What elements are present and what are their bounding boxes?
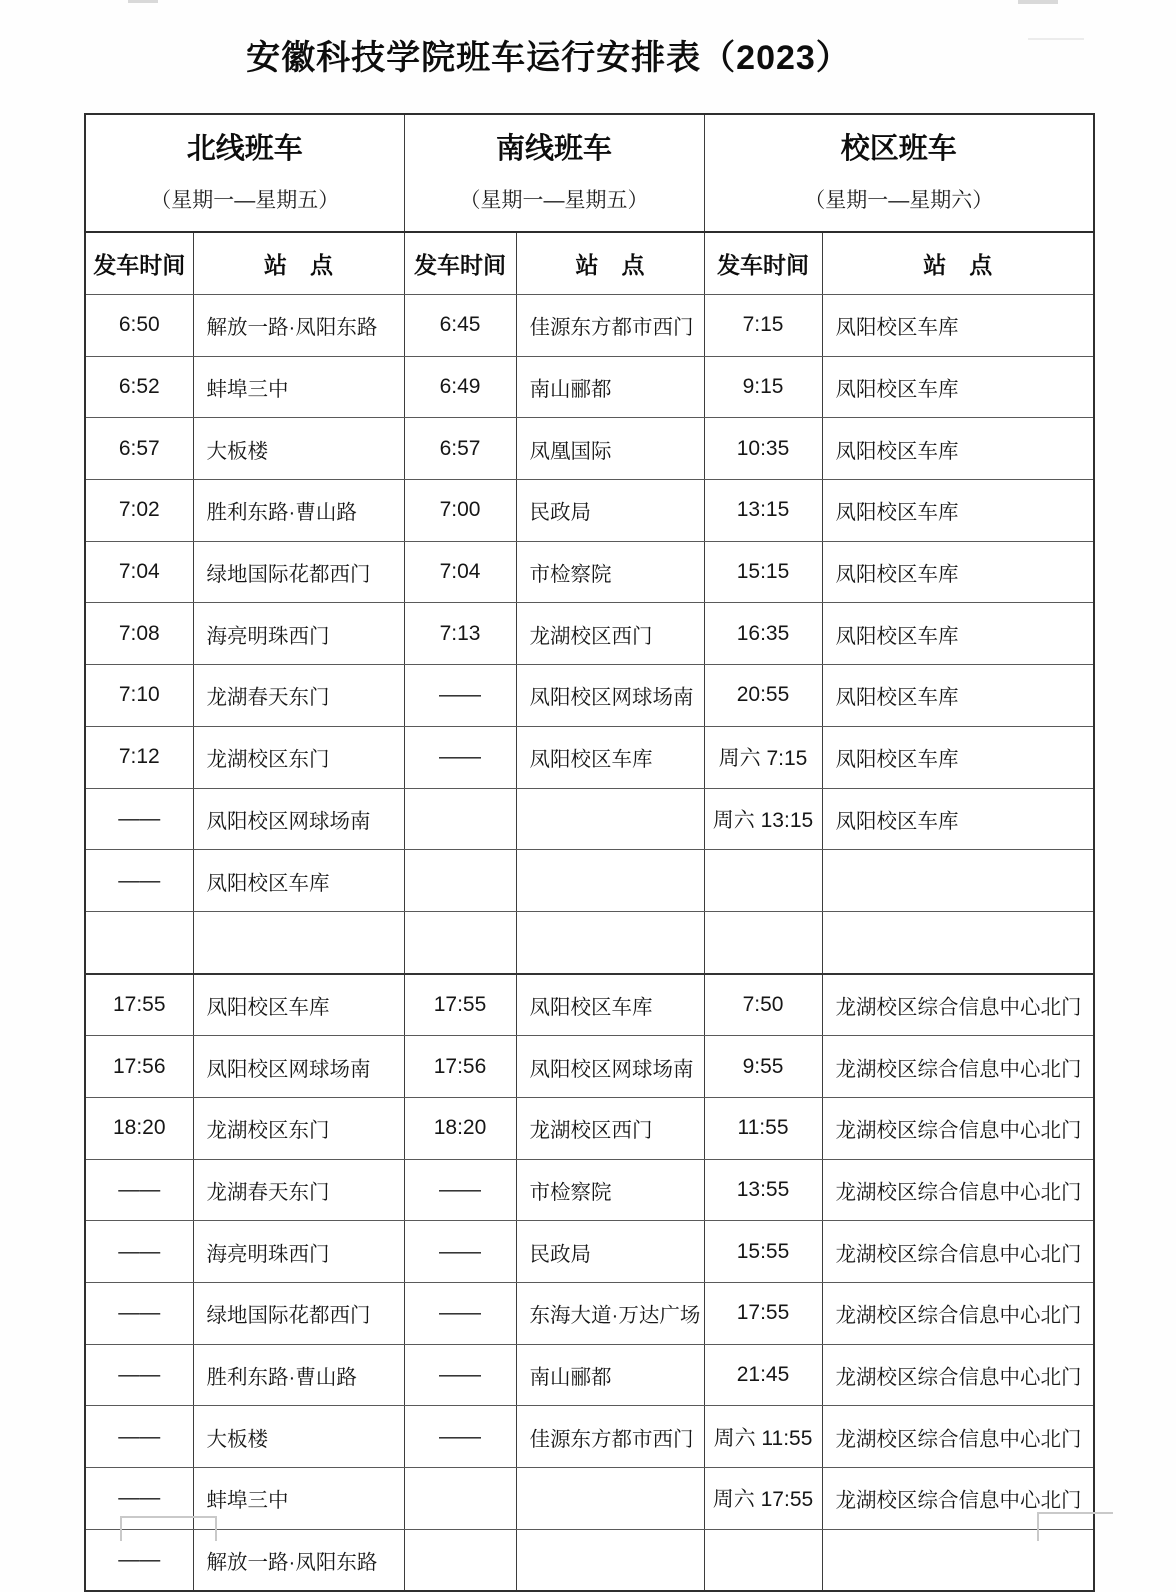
station-cell	[516, 788, 704, 850]
station-cell: 凤阳校区车库	[516, 726, 704, 788]
column-header-row	[85, 232, 1094, 295]
departure-time-cell: 18:20	[404, 1097, 516, 1159]
page-title: 安徽科技学院班车运行安排表（2023）	[246, 39, 851, 77]
departure-time-cell	[704, 850, 822, 912]
station-cell: 龙湖校区东门	[193, 726, 404, 788]
group-south-days: （星期一—星期五）	[459, 189, 649, 212]
station-cell: 龙湖校区综合信息中心北门	[822, 1097, 1094, 1159]
spacer-row	[85, 911, 1094, 973]
departure-time-cell: 7:10	[85, 665, 193, 727]
station-cell: 胜利东路·曹山路	[193, 480, 404, 542]
station-cell: 南山郦都	[516, 356, 704, 418]
departure-time-cell: ——	[85, 788, 193, 850]
station-cell	[516, 911, 704, 973]
station-cell: 海亮明珠西门	[193, 603, 404, 665]
station-cell: 解放一路·凤阳东路	[193, 295, 404, 357]
schedule-row	[85, 1283, 1094, 1345]
departure-time-cell: ——	[404, 665, 516, 727]
departure-time-cell: ——	[404, 726, 516, 788]
departure-time-cell: ——	[404, 1221, 516, 1283]
departure-time-cell: ——	[85, 1529, 193, 1591]
schedule-row	[85, 788, 1094, 850]
departure-time-cell: 7:04	[85, 541, 193, 603]
departure-time-cell: ——	[85, 1468, 193, 1530]
departure-time-cell: ——	[404, 1159, 516, 1221]
station-cell: 佳源东方都市西门	[516, 1406, 704, 1468]
station-cell: 凤阳校区车库	[822, 788, 1094, 850]
departure-time-cell: 7:08	[85, 603, 193, 665]
departure-time-cell: 17:56	[404, 1036, 516, 1098]
departure-time-cell: ——	[404, 1283, 516, 1345]
departure-time-cell: 6:50	[85, 295, 193, 357]
station-cell: 龙湖校区综合信息中心北门	[822, 1468, 1094, 1530]
departure-time-cell: 周六 7:15	[704, 726, 822, 788]
station-cell: 龙湖校区综合信息中心北门	[822, 1221, 1094, 1283]
departure-time-cell: ——	[85, 1344, 193, 1406]
departure-time-cell: 6:49	[404, 356, 516, 418]
departure-time-cell: ——	[404, 1344, 516, 1406]
station-cell: 龙湖校区东门	[193, 1097, 404, 1159]
schedule-row	[85, 665, 1094, 727]
departure-time-cell: 10:35	[704, 418, 822, 480]
station-cell: 龙湖校区西门	[516, 603, 704, 665]
departure-time-cell: ——	[85, 850, 193, 912]
station-cell: 绿地国际花都西门	[193, 1283, 404, 1345]
departure-time-cell	[85, 911, 193, 973]
station-cell: 凤阳校区车库	[822, 295, 1094, 357]
station-cell: 凤阳校区网球场南	[516, 1036, 704, 1098]
station-cell: 凤阳校区车库	[193, 850, 404, 912]
departure-time-cell	[404, 788, 516, 850]
bus-schedule-table	[84, 113, 1095, 1592]
group-north-days: （星期一—星期五）	[150, 189, 340, 212]
station-cell: 凤阳校区车库	[822, 356, 1094, 418]
scan-artifact	[128, 0, 158, 3]
departure-time-cell: 9:55	[704, 1036, 822, 1098]
station-cell	[516, 850, 704, 912]
departure-time-cell: 6:52	[85, 356, 193, 418]
departure-time-cell: 周六 13:15	[704, 788, 822, 850]
station-cell: 东海大道·万达广场	[516, 1283, 704, 1345]
departure-time-cell: 15:15	[704, 541, 822, 603]
station-cell: 市检察院	[516, 541, 704, 603]
departure-time-cell: ——	[85, 1159, 193, 1221]
departure-time-cell: 7:50	[704, 974, 822, 1036]
departure-time-cell: 11:55	[704, 1097, 822, 1159]
schedule-row	[85, 295, 1094, 357]
schedule-row	[85, 850, 1094, 912]
station-cell	[822, 911, 1094, 973]
station-cell: 龙湖春天东门	[193, 1159, 404, 1221]
departure-time-cell: ——	[404, 1406, 516, 1468]
group-south-name: 南线班车	[495, 133, 612, 165]
group-campus	[704, 114, 1094, 232]
station-cell: 凤阳校区网球场南	[516, 665, 704, 727]
departure-time-cell: 17:55	[85, 974, 193, 1036]
departure-time-cell: ——	[85, 1406, 193, 1468]
group-campus-days: （星期一—星期六）	[804, 189, 994, 212]
departure-time-cell: 17:55	[404, 974, 516, 1036]
departure-time-cell	[404, 850, 516, 912]
departure-time-cell: 6:57	[85, 418, 193, 480]
station-cell: 南山郦都	[516, 1344, 704, 1406]
station-cell: 凤阳校区车库	[193, 974, 404, 1036]
station-cell: 民政局	[516, 480, 704, 542]
departure-time-cell	[404, 1468, 516, 1530]
schedule-row	[85, 1159, 1094, 1221]
schedule-row	[85, 541, 1094, 603]
station-cell: 凤阳校区车库	[822, 665, 1094, 727]
schedule-row	[85, 1406, 1094, 1468]
station-cell	[193, 911, 404, 973]
schedule-row	[85, 1036, 1094, 1098]
departure-time-cell: 9:15	[704, 356, 822, 418]
schedule-row	[85, 418, 1094, 480]
departure-time-cell: ——	[85, 1221, 193, 1283]
station-cell: 龙湖校区综合信息中心北门	[822, 1159, 1094, 1221]
station-cell: 胜利东路·曹山路	[193, 1344, 404, 1406]
schedule-row	[85, 1468, 1094, 1530]
campus-station-header: 站 点	[822, 232, 1094, 295]
station-cell: 海亮明珠西门	[193, 1221, 404, 1283]
station-cell: 佳源东方都市西门	[516, 295, 704, 357]
station-cell	[516, 1468, 704, 1530]
schedule-row	[85, 1344, 1094, 1406]
departure-time-cell: 15:55	[704, 1221, 822, 1283]
group-north-name: 北线班车	[186, 133, 303, 165]
departure-time-cell: 17:55	[704, 1283, 822, 1345]
departure-time-cell: 7:15	[704, 295, 822, 357]
departure-time-cell	[404, 911, 516, 973]
north-station-header: 站 点	[193, 232, 404, 295]
departure-time-cell: 7:04	[404, 541, 516, 603]
station-cell: 龙湖校区综合信息中心北门	[822, 1344, 1094, 1406]
departure-time-cell: 周六 17:55	[704, 1468, 822, 1530]
station-cell: 龙湖校区综合信息中心北门	[822, 1036, 1094, 1098]
south-time-header: 发车时间	[404, 232, 516, 295]
station-cell: 凤阳校区车库	[822, 603, 1094, 665]
station-cell	[822, 850, 1094, 912]
departure-time-cell: 7:00	[404, 480, 516, 542]
station-cell: 凤阳校区车库	[822, 726, 1094, 788]
station-cell: 龙湖校区综合信息中心北门	[822, 1406, 1094, 1468]
station-cell: 凤阳校区车库	[822, 480, 1094, 542]
departure-time-cell: 13:55	[704, 1159, 822, 1221]
group-header-row	[85, 114, 1094, 232]
departure-time-cell: 7:13	[404, 603, 516, 665]
schedule-body	[85, 295, 1094, 1592]
departure-time-cell: 17:56	[85, 1036, 193, 1098]
south-station-header: 站 点	[516, 232, 704, 295]
schedule-row	[85, 603, 1094, 665]
station-cell: 解放一路·凤阳东路	[193, 1529, 404, 1591]
departure-time-cell: 6:45	[404, 295, 516, 357]
north-time-header: 发车时间	[85, 232, 193, 295]
schedule-row	[85, 1097, 1094, 1159]
schedule-row	[85, 726, 1094, 788]
station-cell: 龙湖春天东门	[193, 665, 404, 727]
departure-time-cell: 21:45	[704, 1344, 822, 1406]
departure-time-cell: 6:57	[404, 418, 516, 480]
station-cell: 凤阳校区车库	[822, 541, 1094, 603]
group-campus-name: 校区班车	[840, 133, 957, 165]
station-cell: 民政局	[516, 1221, 704, 1283]
station-cell: 大板楼	[193, 1406, 404, 1468]
station-cell: 凤阳校区网球场南	[193, 788, 404, 850]
station-cell: 凤阳校区网球场南	[193, 1036, 404, 1098]
schedule-row	[85, 1221, 1094, 1283]
campus-time-header: 发车时间	[704, 232, 822, 295]
station-cell: 凤阳校区车库	[822, 418, 1094, 480]
schedule-row	[85, 974, 1094, 1036]
scan-artifact	[1018, 0, 1058, 4]
station-cell: 市检察院	[516, 1159, 704, 1221]
station-cell: 龙湖校区综合信息中心北门	[822, 1283, 1094, 1345]
departure-time-cell: 16:35	[704, 603, 822, 665]
station-cell: 大板楼	[193, 418, 404, 480]
station-cell: 蚌埠三中	[193, 1468, 404, 1530]
departure-time-cell: 周六 11:55	[704, 1406, 822, 1468]
station-cell: 蚌埠三中	[193, 356, 404, 418]
departure-time-cell: 13:15	[704, 480, 822, 542]
schedule-row	[85, 480, 1094, 542]
departure-time-cell	[704, 911, 822, 973]
station-cell: 龙湖校区西门	[516, 1097, 704, 1159]
departure-time-cell: 20:55	[704, 665, 822, 727]
station-cell: 龙湖校区综合信息中心北门	[822, 974, 1094, 1036]
group-north	[85, 114, 404, 232]
station-cell: 凤凰国际	[516, 418, 704, 480]
schedule-row	[85, 356, 1094, 418]
departure-time-cell: 18:20	[85, 1097, 193, 1159]
station-cell: 凤阳校区车库	[516, 974, 704, 1036]
departure-time-cell: 7:02	[85, 480, 193, 542]
group-south	[404, 114, 704, 232]
station-cell: 绿地国际花都西门	[193, 541, 404, 603]
departure-time-cell: ——	[85, 1283, 193, 1345]
departure-time-cell: 7:12	[85, 726, 193, 788]
